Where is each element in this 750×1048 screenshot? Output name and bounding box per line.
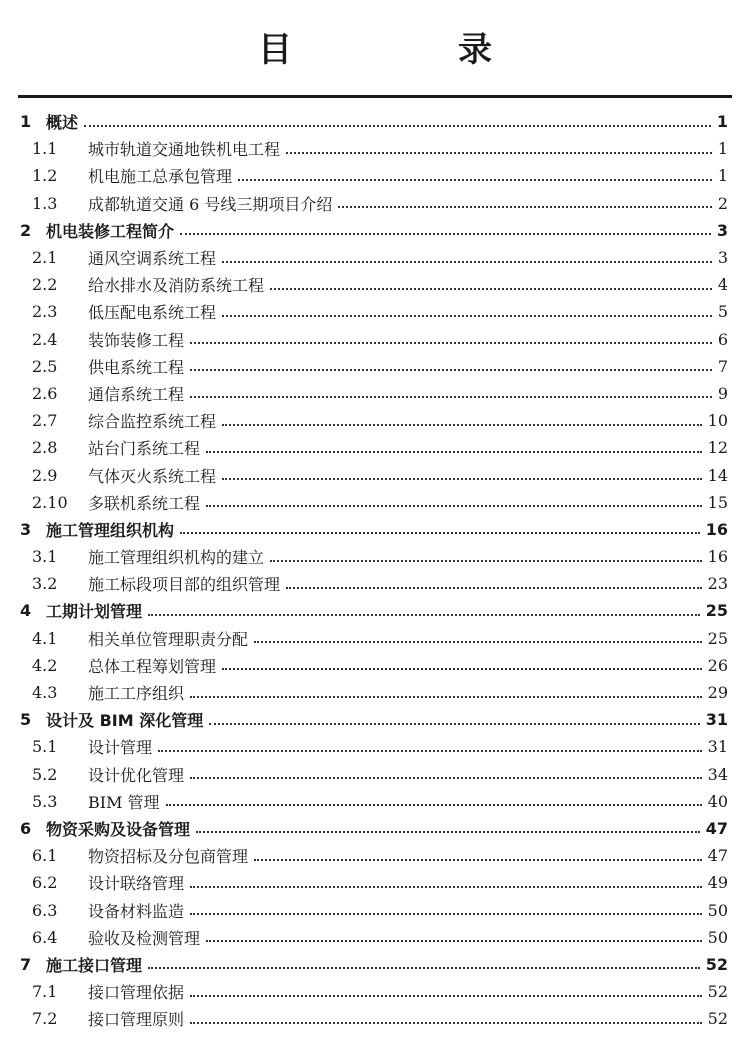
toc-entry-number: 1.3 bbox=[32, 193, 58, 213]
toc-entry-number: 4 bbox=[20, 601, 32, 621]
dot-leader bbox=[286, 152, 712, 154]
toc-entry-number: 5 bbox=[20, 710, 32, 730]
toc-entry-number: 3.2 bbox=[32, 574, 58, 594]
toc-entry-page-number: 25 bbox=[705, 601, 728, 621]
toc-title: 目 录 bbox=[258, 30, 558, 70]
dot-leader bbox=[222, 315, 712, 317]
toc-entry-number: 3.1 bbox=[32, 547, 58, 567]
dot-leader bbox=[196, 831, 700, 833]
toc-entry-number: 7 bbox=[20, 954, 32, 974]
toc-entry-title: 概述 bbox=[46, 113, 79, 133]
toc-section-entry[interactable] bbox=[20, 135, 728, 162]
dot-leader bbox=[270, 560, 702, 562]
toc-entry-page-number: 10 bbox=[707, 411, 728, 431]
toc-entry-page-number: 52 bbox=[707, 982, 728, 1002]
toc-section-entry[interactable] bbox=[20, 461, 728, 488]
toc-section-entry[interactable] bbox=[20, 570, 728, 597]
toc-section-entry[interactable] bbox=[20, 244, 728, 271]
toc-entry-page-number: 52 bbox=[705, 954, 728, 974]
toc-entry-page-number: 9 bbox=[717, 383, 728, 403]
dot-leader bbox=[190, 396, 712, 398]
toc-entry-title: 多联机系统工程 bbox=[88, 493, 201, 513]
toc-entry-number: 4.2 bbox=[32, 655, 58, 675]
toc-chapter-entry[interactable] bbox=[20, 516, 728, 543]
toc-section-entry[interactable] bbox=[20, 353, 728, 380]
toc-entry-number: 2.6 bbox=[32, 383, 58, 403]
dot-leader bbox=[190, 342, 712, 344]
toc-entry-title: 站台门系统工程 bbox=[88, 439, 201, 459]
toc-entry-page-number: 23 bbox=[707, 574, 728, 594]
toc-entry-number: 2.3 bbox=[32, 302, 58, 322]
dot-leader bbox=[180, 233, 711, 235]
toc-section-entry[interactable] bbox=[20, 162, 728, 189]
dot-leader bbox=[206, 505, 702, 507]
toc-entry-title: 综合监控系统工程 bbox=[88, 412, 217, 432]
toc-chapter-entry[interactable] bbox=[20, 108, 728, 135]
dot-leader bbox=[190, 777, 702, 779]
toc-entry-title: 通风空调系统工程 bbox=[88, 249, 217, 269]
toc-section-entry[interactable] bbox=[20, 733, 728, 760]
toc-entry-page-number: 52 bbox=[707, 1009, 728, 1029]
toc-section-entry[interactable] bbox=[20, 1005, 728, 1032]
toc-entry-title: 设计管理 bbox=[88, 738, 153, 758]
toc-entry-page-number: 16 bbox=[707, 547, 728, 567]
toc-section-entry[interactable] bbox=[20, 788, 728, 815]
dot-leader bbox=[148, 614, 700, 616]
toc-entry-number: 2.4 bbox=[32, 329, 58, 349]
toc-entry-number: 2.1 bbox=[32, 248, 58, 268]
dot-leader bbox=[84, 125, 711, 127]
toc-entry-number: 1.1 bbox=[32, 139, 58, 159]
toc-section-entry[interactable] bbox=[20, 842, 728, 869]
toc-entry-title: 施工管理组织机构 bbox=[46, 520, 175, 540]
dot-leader bbox=[238, 179, 712, 181]
toc-section-entry[interactable] bbox=[20, 896, 728, 923]
table-of-contents bbox=[20, 108, 728, 1032]
toc-section-entry[interactable] bbox=[20, 271, 728, 298]
toc-entry-number: 5.2 bbox=[32, 764, 58, 784]
toc-section-entry[interactable] bbox=[20, 924, 728, 951]
toc-entry-page-number: 5 bbox=[717, 302, 728, 322]
toc-entry-number: 5.1 bbox=[32, 737, 58, 757]
toc-entry-page-number: 12 bbox=[707, 438, 728, 458]
toc-entry-page-number: 47 bbox=[705, 818, 728, 838]
toc-entry-title: 成都轨道交通 6 号线三期项目介绍 bbox=[88, 194, 333, 214]
toc-entry-number: 6.2 bbox=[32, 873, 58, 893]
toc-entry-page-number: 31 bbox=[705, 710, 728, 730]
toc-section-entry[interactable] bbox=[20, 326, 728, 353]
toc-entry-title: 验收及检测管理 bbox=[88, 928, 201, 948]
toc-entry-title: 接口管理依据 bbox=[88, 983, 185, 1003]
dot-leader bbox=[222, 478, 702, 480]
toc-entry-number: 5.3 bbox=[32, 791, 58, 811]
toc-entry-number: 7.2 bbox=[32, 1009, 58, 1029]
toc-entry-title: 总体工程筹划管理 bbox=[88, 656, 217, 676]
dot-leader bbox=[222, 261, 712, 263]
toc-entry-number: 4.3 bbox=[32, 683, 58, 703]
toc-section-entry[interactable] bbox=[20, 190, 728, 217]
toc-entry-page-number: 50 bbox=[707, 900, 728, 920]
title-rule bbox=[18, 95, 732, 98]
toc-entry-page-number: 3 bbox=[716, 220, 728, 240]
toc-section-entry[interactable] bbox=[20, 434, 728, 461]
toc-entry-number: 2.9 bbox=[32, 465, 58, 485]
toc-entry-title: 给水排水及消防系统工程 bbox=[88, 276, 265, 296]
toc-section-entry[interactable] bbox=[20, 407, 728, 434]
toc-entry-page-number: 16 bbox=[705, 519, 728, 539]
toc-entry-title: 气体灭火系统工程 bbox=[88, 466, 217, 486]
toc-entry-number: 6.1 bbox=[32, 846, 58, 866]
toc-section-entry[interactable] bbox=[20, 625, 728, 652]
toc-entry-number: 2 bbox=[20, 220, 32, 240]
toc-entry-title: 低压配电系统工程 bbox=[88, 303, 217, 323]
dot-leader bbox=[190, 696, 702, 698]
toc-entry-title: 接口管理原则 bbox=[88, 1010, 185, 1030]
toc-entry-page-number: 2 bbox=[717, 193, 728, 213]
dot-leader bbox=[148, 967, 700, 969]
toc-entry-page-number: 31 bbox=[707, 737, 728, 757]
toc-entry-title: 设备材料监造 bbox=[88, 901, 185, 921]
toc-entry-page-number: 25 bbox=[707, 628, 728, 648]
toc-entry-page-number: 50 bbox=[707, 927, 728, 947]
toc-entry-page-number: 4 bbox=[717, 275, 728, 295]
toc-entry-title: 施工工序组织 bbox=[88, 684, 185, 704]
dot-leader bbox=[286, 587, 702, 589]
dot-leader bbox=[190, 369, 712, 371]
toc-entry-title: 物资招标及分包商管理 bbox=[88, 847, 249, 867]
toc-entry-number: 2.2 bbox=[32, 275, 58, 295]
toc-entry-title: 机电施工总承包管理 bbox=[88, 167, 233, 187]
toc-entry-title: 城市轨道交通地铁机电工程 bbox=[88, 140, 281, 160]
toc-entry-title: 施工标段项目部的组织管理 bbox=[88, 575, 281, 595]
toc-entry-number: 3 bbox=[20, 519, 32, 539]
toc-entry-title: 通信系统工程 bbox=[88, 384, 185, 404]
dot-leader bbox=[206, 940, 702, 942]
dot-leader bbox=[206, 451, 702, 453]
toc-entry-page-number: 49 bbox=[707, 873, 728, 893]
toc-chapter-entry[interactable] bbox=[20, 815, 728, 842]
toc-entry-page-number: 7 bbox=[717, 356, 728, 376]
dot-leader bbox=[166, 804, 702, 806]
toc-section-entry[interactable] bbox=[20, 543, 728, 570]
toc-entry-number: 6 bbox=[20, 818, 32, 838]
toc-entry-title: 装饰装修工程 bbox=[88, 330, 185, 350]
toc-chapter-entry[interactable] bbox=[20, 217, 728, 244]
toc-entry-number: 2.5 bbox=[32, 356, 58, 376]
toc-section-entry[interactable] bbox=[20, 489, 728, 516]
dot-leader bbox=[190, 995, 702, 997]
toc-section-entry[interactable] bbox=[20, 761, 728, 788]
toc-entry-page-number: 1 bbox=[716, 112, 728, 132]
toc-entry-page-number: 3 bbox=[717, 248, 728, 268]
toc-entry-page-number: 1 bbox=[717, 166, 728, 186]
dot-leader bbox=[158, 750, 702, 752]
toc-entry-page-number: 40 bbox=[707, 791, 728, 811]
toc-entry-number: 2.7 bbox=[32, 411, 58, 431]
toc-entry-title: 工期计划管理 bbox=[46, 602, 143, 622]
toc-entry-title: 设计及 BIM 深化管理 bbox=[46, 711, 204, 731]
dot-leader bbox=[190, 1022, 702, 1024]
toc-section-entry[interactable] bbox=[20, 298, 728, 325]
toc-chapter-entry[interactable] bbox=[20, 706, 728, 733]
toc-entry-page-number: 34 bbox=[707, 764, 728, 784]
toc-entry-page-number: 6 bbox=[717, 329, 728, 349]
toc-entry-page-number: 26 bbox=[707, 655, 728, 675]
toc-chapter-entry[interactable] bbox=[20, 951, 728, 978]
dot-leader bbox=[270, 288, 712, 290]
toc-entry-page-number: 15 bbox=[707, 492, 728, 512]
toc-entry-title: 供电系统工程 bbox=[88, 357, 185, 377]
toc-section-entry[interactable] bbox=[20, 978, 728, 1005]
toc-entry-page-number: 14 bbox=[707, 465, 728, 485]
toc-entry-title: 物资采购及设备管理 bbox=[46, 819, 191, 839]
toc-entry-title: 设计优化管理 bbox=[88, 765, 185, 785]
toc-entry-title: 设计联络管理 bbox=[88, 874, 185, 894]
toc-entry-title: BIM 管理 bbox=[88, 792, 160, 812]
dot-leader bbox=[254, 641, 702, 643]
toc-entry-number: 6.3 bbox=[32, 900, 58, 920]
toc-entry-number: 7.1 bbox=[32, 982, 58, 1002]
toc-entry-number: 6.4 bbox=[32, 927, 58, 947]
dot-leader bbox=[254, 859, 702, 861]
toc-entry-page-number: 29 bbox=[707, 683, 728, 703]
toc-entry-number: 1.2 bbox=[32, 166, 58, 186]
toc-entry-page-number: 47 bbox=[707, 846, 728, 866]
toc-section-entry[interactable] bbox=[20, 869, 728, 896]
dot-leader bbox=[338, 206, 711, 208]
toc-entry-number: 2.10 bbox=[32, 492, 68, 512]
toc-entry-title: 机电装修工程简介 bbox=[46, 221, 175, 241]
toc-chapter-entry[interactable] bbox=[20, 597, 728, 624]
toc-entry-title: 相关单位管理职责分配 bbox=[88, 629, 249, 649]
dot-leader bbox=[222, 424, 702, 426]
toc-entry-number: 4.1 bbox=[32, 628, 58, 648]
dot-leader bbox=[180, 532, 700, 534]
toc-section-entry[interactable] bbox=[20, 679, 728, 706]
toc-section-entry[interactable] bbox=[20, 652, 728, 679]
toc-section-entry[interactable] bbox=[20, 380, 728, 407]
dot-leader bbox=[222, 668, 702, 670]
toc-entry-title: 施工接口管理 bbox=[46, 955, 143, 975]
toc-entry-number: 2.8 bbox=[32, 438, 58, 458]
dot-leader bbox=[190, 886, 702, 888]
toc-entry-page-number: 1 bbox=[717, 139, 728, 159]
toc-entry-title: 施工管理组织机构的建立 bbox=[88, 548, 265, 568]
dot-leader bbox=[209, 723, 700, 725]
toc-entry-number: 1 bbox=[20, 112, 32, 132]
dot-leader bbox=[190, 913, 702, 915]
